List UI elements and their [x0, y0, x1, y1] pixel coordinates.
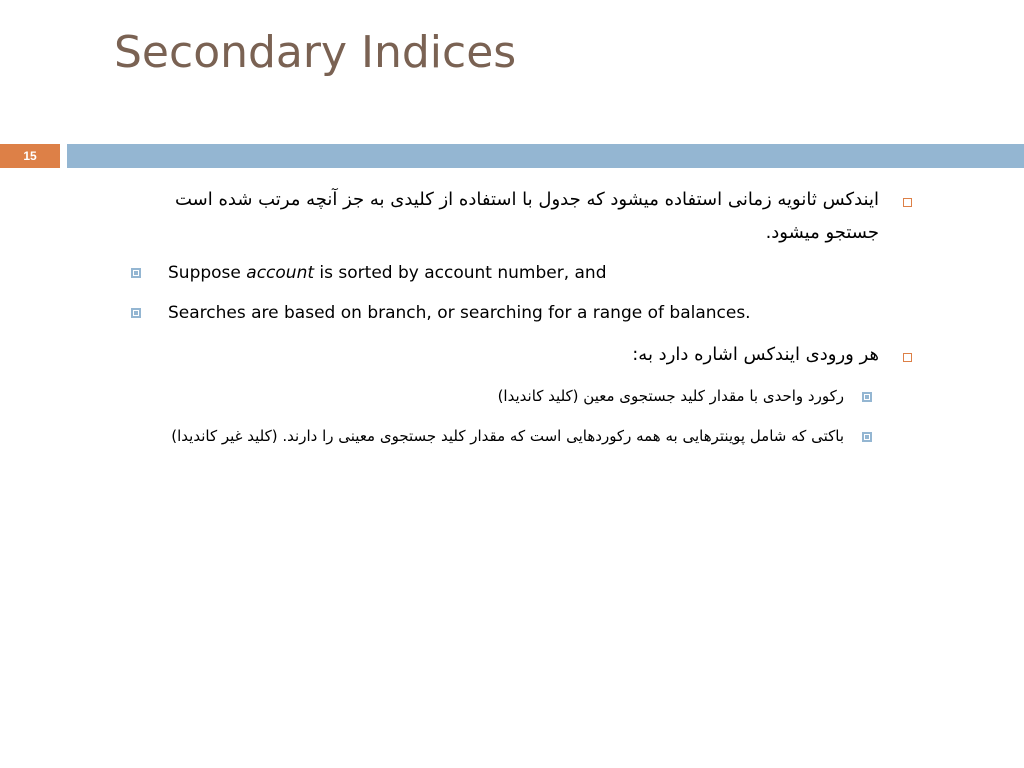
sub-bullet-text-suffix: is sorted by account number, and	[314, 263, 607, 283]
page-number-badge	[0, 144, 60, 168]
bullet-2-text: هر ورودی ایندکس اشاره دارد به:	[632, 344, 879, 365]
square-bullet-icon	[903, 353, 912, 362]
filled-square-bullet-icon	[862, 432, 872, 442]
sub-bullet-text-prefix: Suppose	[168, 263, 247, 283]
header-bar	[67, 144, 1024, 168]
slide-title: Secondary Indices	[114, 27, 517, 78]
filled-square-bullet-icon	[862, 392, 872, 402]
bullet-1-line-2: جستجو میشود.	[765, 222, 879, 243]
square-bullet-icon	[903, 198, 912, 207]
sub-bullet-bucket-pointers: باکتی که شامل پوینترهایی به همه رکوردهایی است که مقدار کلید جستجوی معینی را دارند. (کلید غیر کاندیدا)	[171, 427, 844, 445]
sub-bullet-search-based: Searches are based on branch, or searching for a range of balances.	[168, 303, 751, 323]
bullet-1-line-1: ایندکس ثانویه زمانی استفاده میشود که جدول با استفاده از کلیدی به جز آنچه مرتب شده است	[174, 189, 879, 210]
filled-square-bullet-icon	[131, 268, 141, 278]
sub-bullet-single-record: رکورد واحدی با مقدار کلید جستجوی معین (کلید کاندیدا)	[497, 387, 844, 405]
sub-bullet-account-sorted	[168, 261, 607, 285]
sub-bullet-text-italic: account	[246, 263, 315, 283]
page-number: 15	[23, 149, 37, 163]
filled-square-bullet-icon	[131, 308, 141, 318]
